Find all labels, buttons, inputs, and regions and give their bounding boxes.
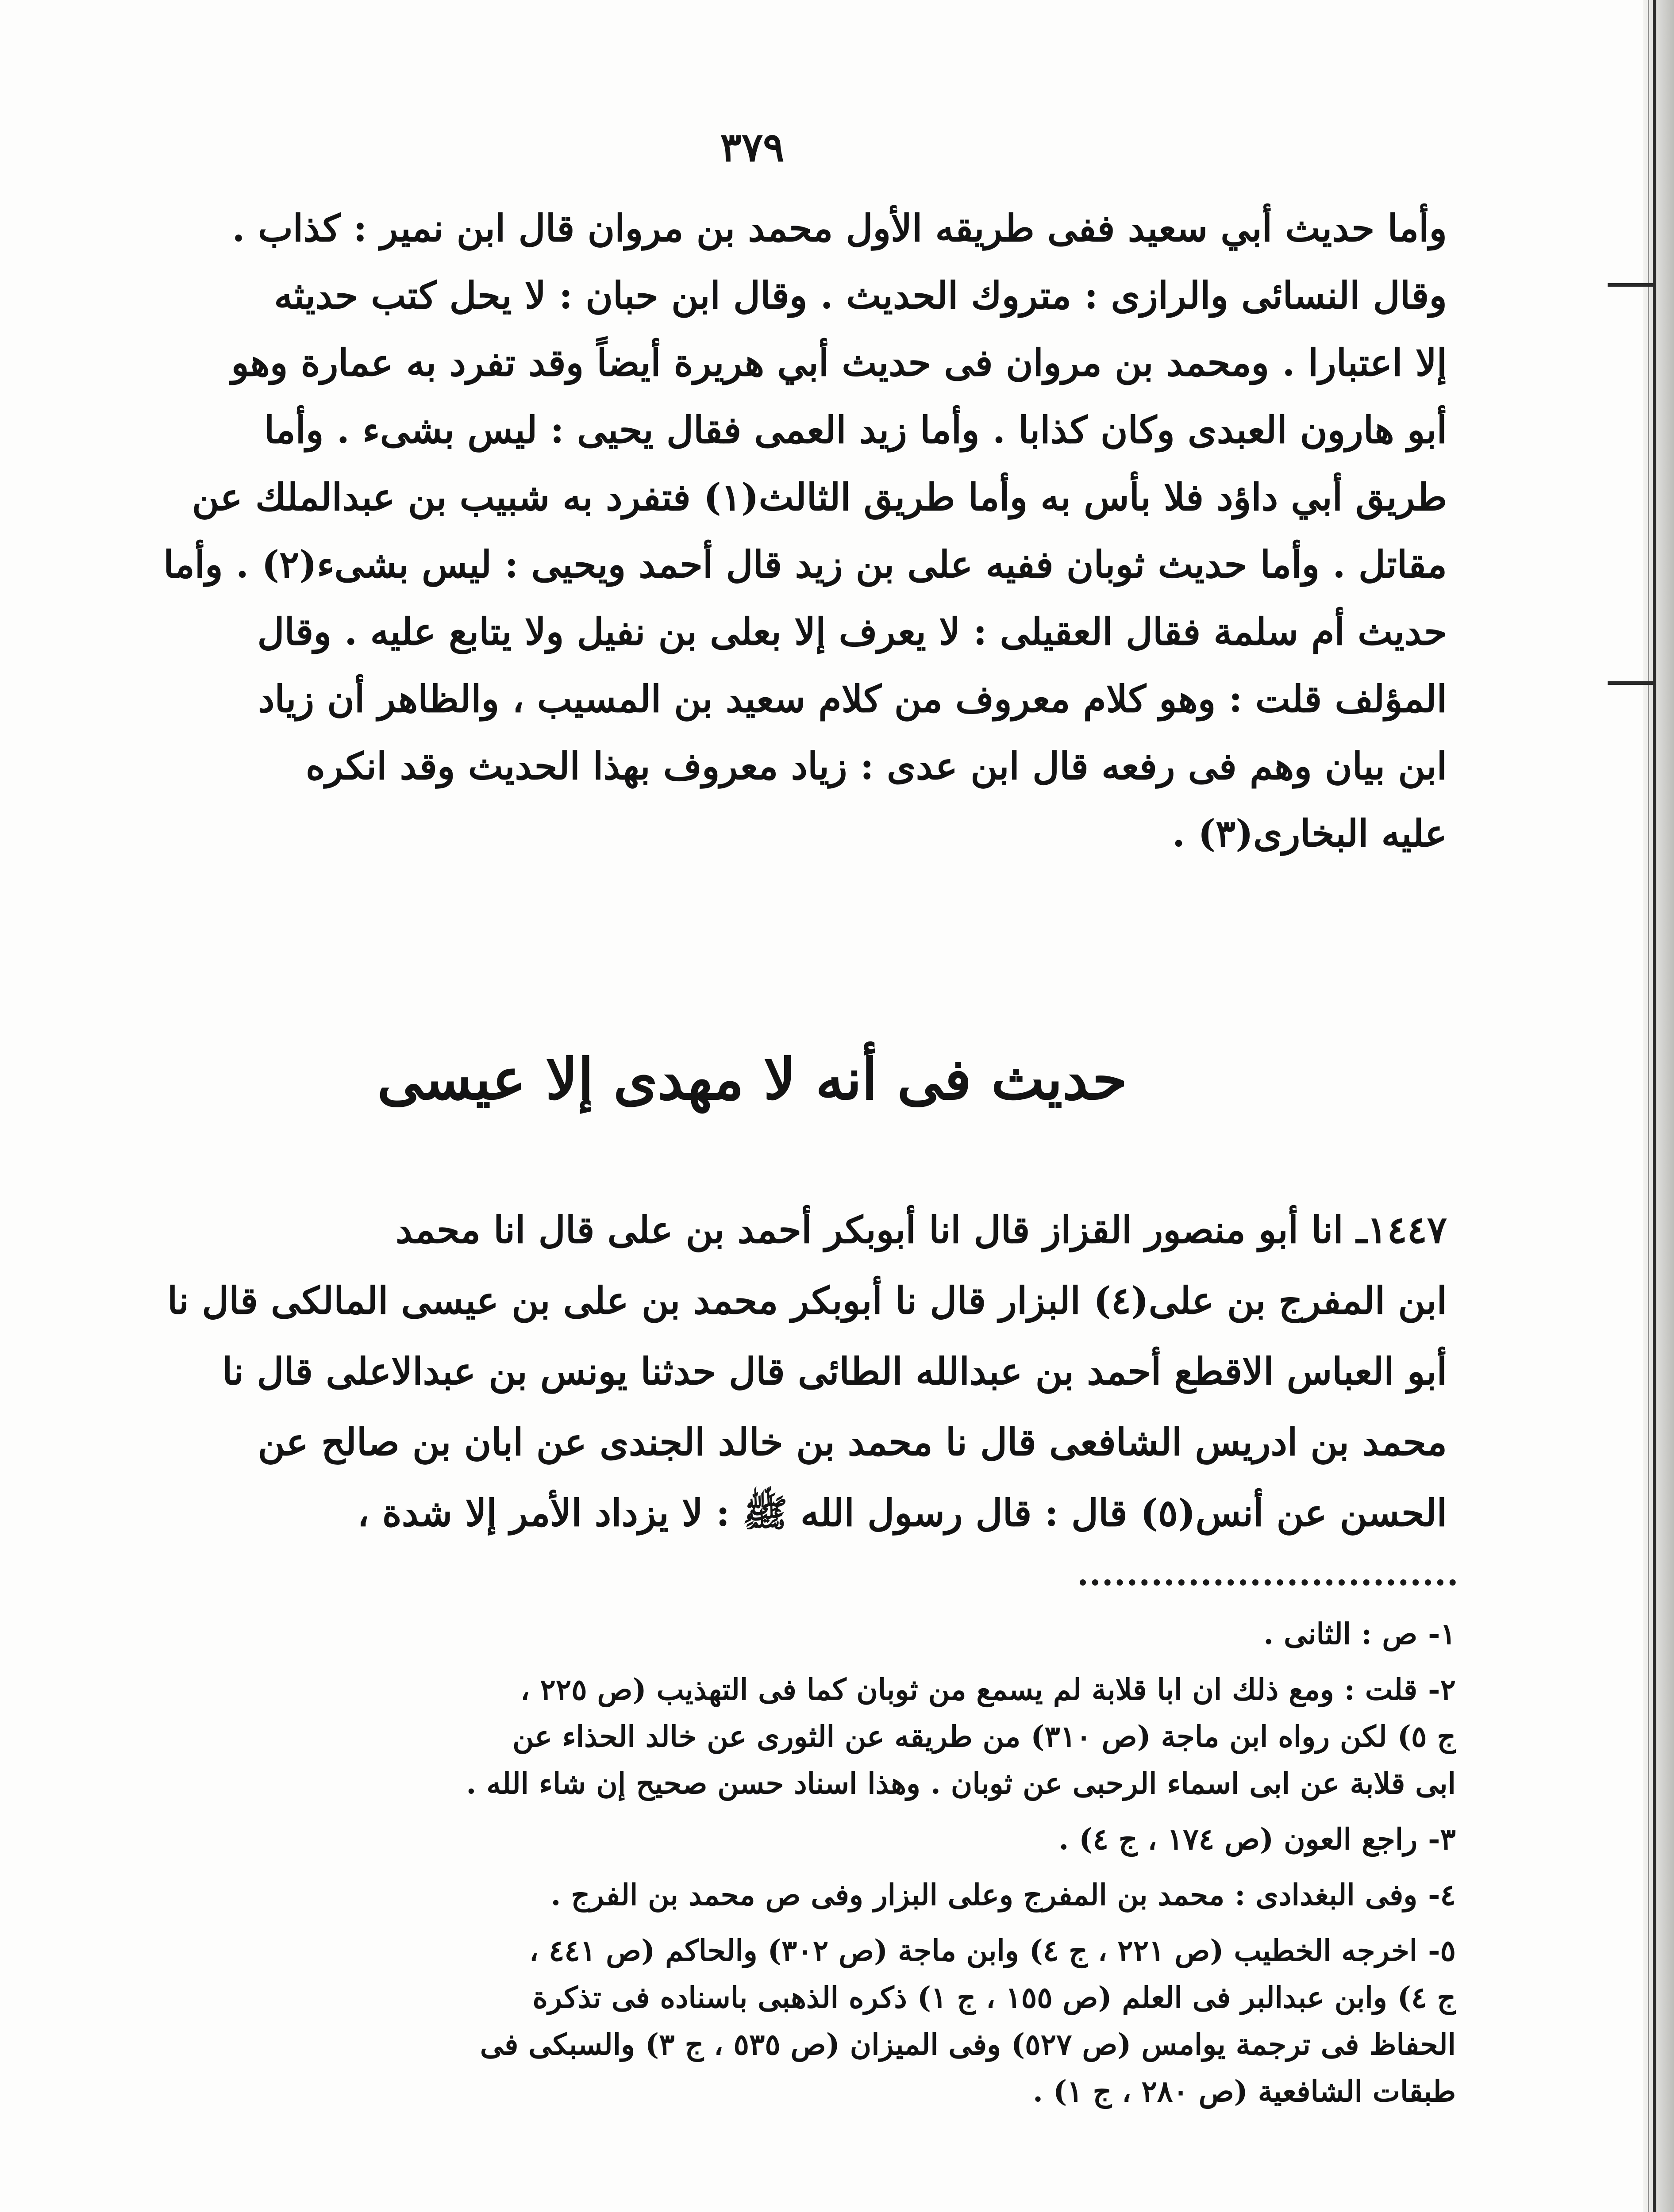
footnote <box>146 1666 1456 1807</box>
text-line: ابن بيان وهم فى رفعه قال ابن عدى : زياد معروف بهذا الحديث وقد انكره <box>305 744 1447 788</box>
footnote-number: ٤- <box>1428 1878 1456 1912</box>
footnotes <box>146 1610 1456 2124</box>
text-line: محمد بن ادريس الشافعى قال نا محمد بن خالد الجندى عن ابان بن صالح عن <box>258 1420 1447 1464</box>
footnote <box>146 1871 1456 1918</box>
binding-edge-line <box>1653 0 1656 2212</box>
text-line: عليه البخارى(٣) . <box>1172 811 1447 855</box>
footnote-text: وفى البغدادى : محمد بن المفرج وعلى البزار وفى ص محمد بن الفرج . <box>550 1878 1418 1912</box>
binding-edge-tick <box>1608 681 1656 685</box>
footnote <box>146 1927 1456 2115</box>
text-line: ابن المفرج بن على(٤) البزار قال نا أبوبكر محمد بن على بن عيسى المالكى قال نا <box>167 1279 1447 1322</box>
text-line: مقاتل . وأما حديث ثوبان ففيه على بن زيد قال أحمد ويحيى : ليس بشىء(٢) . وأما <box>163 542 1447 586</box>
footnote-number: ٣- <box>1428 1822 1456 1856</box>
footnote-line <box>146 1816 1456 1863</box>
text-line: الحسن عن أنس(٥) قال : قال رسول الله ﷺ : لا يزداد الأمر إلا شدة ، <box>357 1491 1447 1535</box>
main-paragraph <box>93 195 1447 867</box>
text-line: ١٤٤٧ـ انا أبو منصور القزاز قال انا أبوبكر أحمد بن على قال انا محمد <box>396 1208 1447 1252</box>
footnote-line <box>146 1927 1456 1974</box>
footnote-text: راجع العون (ص ١٧٤ ، ج ٤) . <box>1058 1822 1418 1856</box>
text-line: إلا اعتبارا . ومحمد بن مروان فى حديث أبي هريرة أيضاً وقد تفرد به عمارة وهو <box>231 341 1447 384</box>
page-number: ٣٧٩ <box>720 124 785 171</box>
footnote-line <box>146 1871 1456 1918</box>
footnote-text: اخرجه الخطيب (ص ٢٢١ ، ج ٤) وابن ماجة (ص ٣٠٢) والحاكم (ص ٤٤١ ، <box>529 1933 1418 1968</box>
text-line: أبو هارون العبدى وكان كذابا . وأما زيد العمى فقال يحيى : ليس بشىء . وأما <box>264 408 1447 452</box>
footnote-line: ج ٥) لكن رواه ابن ماجة (ص ٣١٠) من طريقه عن الثورى عن خالد الحذاء عن <box>512 1719 1456 1754</box>
footnote-line: الحفاظ فى ترجمة يوامس (ص ٥٢٧) وفى الميزان (ص ٥٣٥ ، ج ٣) والسبكى فى <box>480 2027 1456 2062</box>
footnote-line: طبقات الشافعية (ص ٢٨٠ ، ج ١) . <box>1033 2074 1456 2108</box>
hadith-paragraph <box>93 1194 1447 1548</box>
binding-edge-tick <box>1608 283 1656 287</box>
footnote-number: ٢- <box>1428 1672 1456 1707</box>
binding-edge-line <box>1648 0 1649 2212</box>
footnote-number: ١- <box>1428 1617 1456 1651</box>
section-heading: حديث فى أنه لا مهدى إلا عيسى <box>377 1046 1128 1113</box>
text-line: طريق أبي داؤد فلا بأس به وأما طريق الثالث(١) فتفرد به شبيب بن عبدالملك عن <box>192 475 1447 519</box>
text-line: أبو العباس الاقطع أحمد بن عبدالله الطائى قال حدثنا يونس بن عبدالاعلى قال نا <box>222 1349 1447 1393</box>
footnote-line <box>146 1666 1456 1713</box>
footnote <box>146 1816 1456 1863</box>
footnote-number: ٥- <box>1428 1933 1456 1968</box>
footnote <box>146 1610 1456 1657</box>
footnote-text: قلت : ومع ذلك ان ابا قلابة لم يسمع من ثوبان كما فى التهذيب (ص ٢٢٥ ، <box>520 1672 1418 1707</box>
text-line: وأما حديث أبي سعيد ففى طريقه الأول محمد بن مروان قال ابن نمير : كذاب . <box>232 206 1447 250</box>
footnote-line: ابى قلابة عن ابى اسماء الرحبى عن ثوبان . وهذا اسناد حسن صحيح إن شاء الله . <box>466 1766 1456 1801</box>
footnote-line: ج ٤) وابن عبدالبر فى العلم (ص ١٥٥ ، ج ١) ذكره الذهبى باسناده فى تذكرة <box>532 1980 1456 2015</box>
footnote-separator <box>1080 1579 1456 1586</box>
text-line: وقال النسائى والرازى : متروك الحديث . وقال ابن حبان : لا يحل كتب حديثه <box>274 273 1447 317</box>
footnote-line <box>146 1610 1456 1657</box>
text-line: المؤلف قلت : وهو كلام معروف من كلام سعيد بن المسيب ، والظاهر أن زياد <box>258 677 1447 721</box>
footnote-text: ص : الثانى . <box>1263 1617 1418 1651</box>
text-line: حديث أم سلمة فقال العقيلى : لا يعرف إلا بعلى بن نفيل ولا يتابع عليه . وقال <box>257 610 1447 653</box>
